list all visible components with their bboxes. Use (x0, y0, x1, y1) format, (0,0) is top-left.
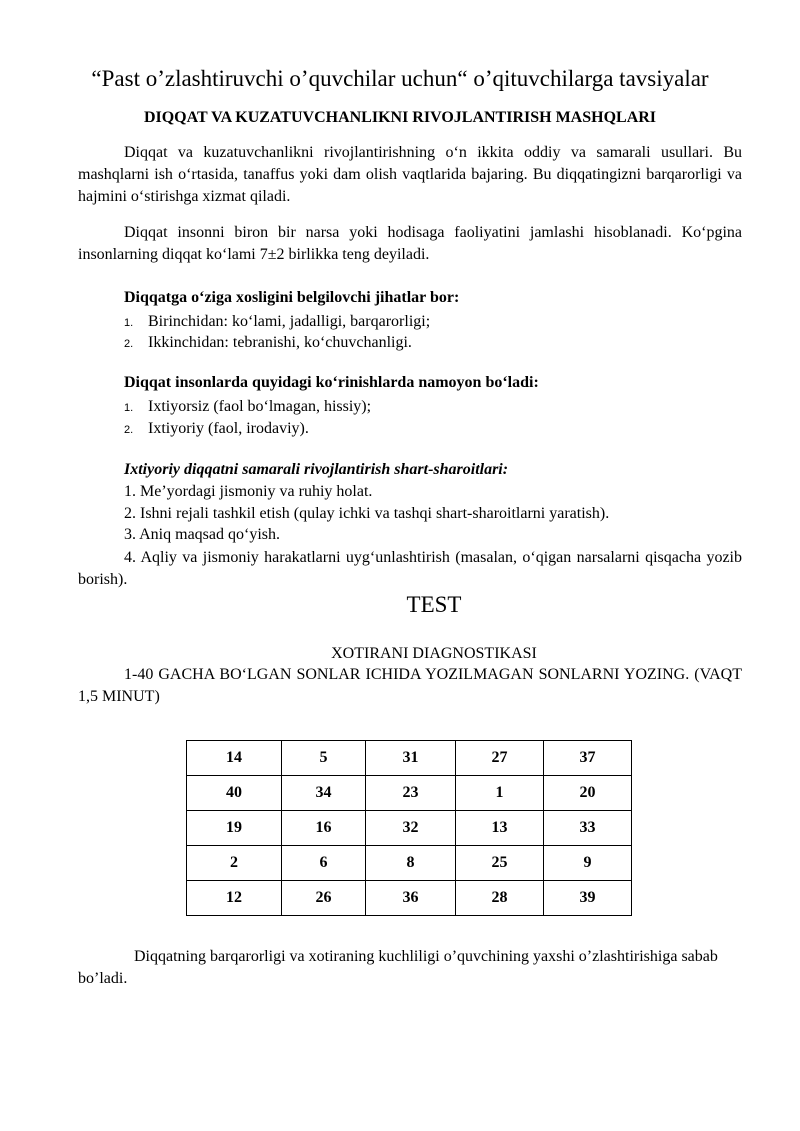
table-cell: 9 (544, 846, 632, 881)
list-number: 2. (124, 424, 134, 436)
list-number: 1. (124, 317, 134, 329)
table-cell: 40 (187, 776, 282, 811)
table-cell: 13 (456, 811, 544, 846)
table-cell: 14 (187, 741, 282, 776)
intro-paragraph-2: Diqqat insonni biron bir narsa yoki hodisaga faoliyatini jamlashi hisoblanadi. Ko‘pgina insonlarning diqqat ko‘lami 7±2 birlikka teng deyiladi. (78, 224, 742, 263)
section1-heading: Diqqatga o‘ziga xosligini belgilovchi jihatlar bor: (124, 289, 460, 306)
section2-heading: Diqqat insonlarda quyidagi ko‘rinishlarda namoyon bo‘ladi: (124, 374, 539, 391)
table-cell: 28 (456, 881, 544, 916)
diagnostics-title: XOTIRANI DIAGNOSTIKASI (331, 645, 537, 662)
closing-paragraph: Diqqatning barqarorligi va xotiraning kuchliligi o’quvchining yaxshi o’zlashtirishiga sabab bo’ladi. (78, 948, 718, 987)
list-item: 1. Me’yordagi jismoniy va ruhiy holat. (124, 483, 373, 500)
table-row (187, 741, 632, 776)
table-cell: 23 (366, 776, 456, 811)
table-cell: 25 (456, 846, 544, 881)
table-cell: 16 (282, 811, 366, 846)
table-cell: 19 (187, 811, 282, 846)
list-text: Birinchidan: ko‘lami, jadalligi, barqarorligi; (148, 313, 431, 330)
list-text: Ikkinchidan: tebranishi, ko‘chuvchanligi. (148, 334, 412, 351)
section3-heading: Ixtiyoriy diqqatni samarali rivojlantirish shart-sharoitlari: (124, 461, 509, 478)
table-cell: 32 (366, 811, 456, 846)
test-title: TEST (406, 592, 462, 617)
table-cell: 2 (187, 846, 282, 881)
list-item (124, 332, 412, 355)
list-item: 3. Aniq maqsad qo‘yish. (124, 526, 280, 543)
table-cell: 27 (456, 741, 544, 776)
list-item (124, 311, 430, 334)
table-cell: 39 (544, 881, 632, 916)
list-text: Ixtiyorsiz (faol bo‘lmagan, hissiy); (148, 398, 372, 415)
list-number: 2. (124, 338, 134, 350)
table-cell: 31 (366, 741, 456, 776)
intro-paragraph-1: Diqqat va kuzatuvchanlikni rivojlantirishning o‘n ikkita oddiy va samarali usullari. Bu mashqlarni ish o‘rtasida, tanaffus yoki dam olish vaqtlarida bajaring. Bu diqqatingizni barqarorligi va hajmini o‘stirishga xizmat qiladi. (78, 144, 742, 205)
table-cell: 36 (366, 881, 456, 916)
table-row (187, 776, 632, 811)
document-title: “Past o’zlashtiruvchi o’quvchilar uchun“ o’qituvchilarga tavsiyalar (91, 66, 709, 91)
table-row (187, 846, 632, 881)
table-cell: 20 (544, 776, 632, 811)
table-row (187, 881, 632, 916)
table-cell: 34 (282, 776, 366, 811)
list-item: 4. Aqliy va jismoniy harakatlarni uyg‘unlashtirish (masalan, o‘qigan narsalarni qisqacha yozib borish). (78, 549, 742, 588)
table-cell: 33 (544, 811, 632, 846)
table-cell: 6 (282, 846, 366, 881)
list-number: 1. (124, 402, 134, 414)
list-item (124, 396, 371, 419)
table-cell: 26 (282, 881, 366, 916)
table-cell: 8 (366, 846, 456, 881)
list-item (124, 418, 309, 441)
list-text: Ixtiyoriy (faol, irodaviy). (148, 420, 309, 437)
table-cell: 1 (456, 776, 544, 811)
document-subtitle: DIQQAT VA KUZATUVCHANLIKNI RIVOJLANTIRISH MASHQLARI (143, 109, 657, 126)
number-table (186, 740, 632, 916)
table-cell: 5 (282, 741, 366, 776)
table-row (187, 811, 632, 846)
table-cell: 37 (544, 741, 632, 776)
test-instruction: 1-40 GACHA BO‘LGAN SONLAR ICHIDA YOZILMAGAN SONLARNI YOZING. (VAQT 1,5 MINUT) (78, 666, 742, 705)
table-cell: 12 (187, 881, 282, 916)
list-item: 2. Ishni rejali tashkil etish (qulay ichki va tashqi shart-sharoitlarni yaratish). (124, 505, 610, 522)
